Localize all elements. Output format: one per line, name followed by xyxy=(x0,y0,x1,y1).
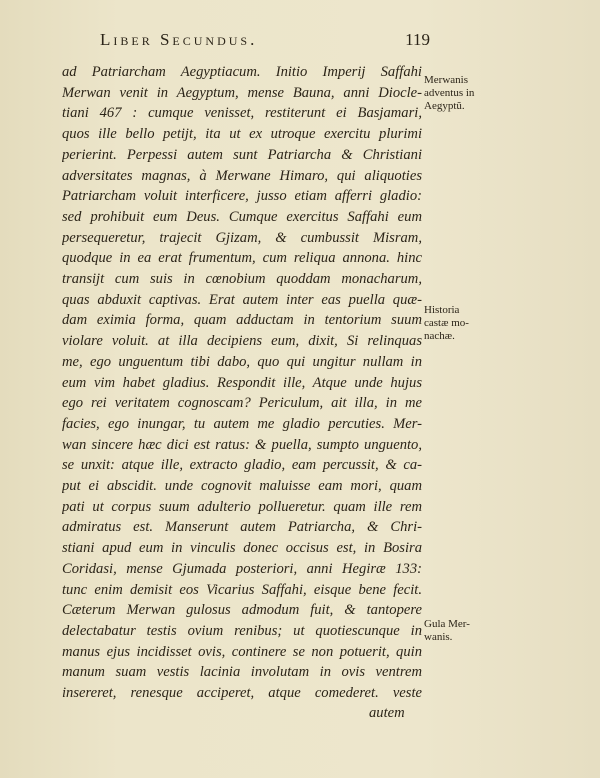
text-line: manum suam vestis lacinia involutam in ovis ventrem xyxy=(62,664,422,681)
text-line: perierint. Perpessi autem sunt Patriarcha & Christiani xyxy=(62,146,422,163)
text-line: adversitates magnas, à Merwane Himaro, qui aliquoties xyxy=(62,167,422,184)
text-line: sed prohibuit eum Deus. Cumque exercitus Saffahi eum xyxy=(62,208,422,225)
text-line: Merwan venit in Aegyptum, mense Bauna, anni Diocle- xyxy=(62,84,422,101)
catchword: autem xyxy=(369,705,405,721)
marginal-note-line: adventus in xyxy=(424,87,475,99)
marginal-note-merwan-arrival xyxy=(424,74,516,113)
marginal-note-line: Gula Mer- xyxy=(424,618,470,630)
text-line: admiratus est. Manserunt autem Patriarcha, & Chri- xyxy=(62,519,422,536)
text-line: quodque in ea erat frumentum, cum reliqua annona. hinc xyxy=(62,250,422,267)
text-line: me, ego unguentum tibi dabo, quo qui ungitur nullam in xyxy=(62,353,422,370)
text-line: wan sincere hæc dici est ratus: & puella, sumpto unguento, xyxy=(62,436,422,453)
text-line: pati ut corpus suum adulterio pollueretur. quam ille rem xyxy=(62,498,422,515)
text-line: insereret, renesque acciperet, atque comederet. veste xyxy=(62,685,422,702)
text-line: persequeretur, trajecit Gjizam, & cumbussit Misram, xyxy=(62,229,422,246)
text-line: quas abduxit captivas. Erat autem inter eas puella quæ- xyxy=(62,291,422,308)
text-line: ad Patriarcham Aegyptiacum. Initio Imperij Saffahi xyxy=(62,64,422,80)
text-line: dam eximia forma, quam adductam in tentorium suum xyxy=(62,312,422,329)
marginal-note-gluttony xyxy=(424,618,516,644)
marginal-note-line: Aegyptũ. xyxy=(424,100,465,112)
marginal-note-chaste-nun xyxy=(424,304,516,343)
running-head: Liber Secundus. xyxy=(100,30,258,49)
body-text xyxy=(62,62,422,704)
text-line: put ei abscidit. unde cognovit maluisse eam mori, quam xyxy=(62,478,422,495)
text-line: tunc enim demisit eos Vicarius Saffahi, eisque bene fecit. xyxy=(62,581,422,598)
text-line: violare voluit. at illa decipiens eum, dixit, Si relinquas xyxy=(62,333,422,350)
marginal-note-line: castæ mo- xyxy=(424,317,469,329)
text-line: ego rei veritatem cognoscam? Periculum, ait illa, in me xyxy=(62,395,422,412)
marginal-note-line: wanis. xyxy=(424,631,453,643)
marginal-note-line: Merwanis xyxy=(424,74,468,86)
text-line: Coridasi, mense Gjumada posteriori, anni Hegiræ 133: xyxy=(62,560,422,577)
text-line: facies, ego inungar, tu autem me gladio percuties. Mer- xyxy=(62,415,422,432)
text-line: tiani 467 : cumque venisset, restiterunt ei Basjamari, xyxy=(62,105,422,122)
marginal-note-line: Historia xyxy=(424,304,460,316)
text-line: eum vim habet gladius. Respondit ille, Atque unde hujus xyxy=(62,374,422,391)
text-line: transijt cum suis in cœnobium quoddam monacharum, xyxy=(62,271,422,288)
text-line: se unxit: atque ille, extracto gladio, eam percussit, & ca- xyxy=(62,457,422,474)
page-header xyxy=(100,30,430,54)
marginal-note-line: nachæ. xyxy=(424,330,455,342)
text-line: stiani apud eum in vinculis donec occisus est, in Bosira xyxy=(62,540,422,557)
page-number: 119 xyxy=(405,30,430,49)
text-line: Cæterum Merwan gulosus admodum fuit, & tantopere xyxy=(62,602,422,619)
text-line: quos ille bello petijt, ita ut ex utroque exercitu plurimi xyxy=(62,126,422,143)
text-line: delectabatur testis ovium renibus; ut quotiescunque in xyxy=(62,622,422,639)
text-line: manus ejus incidisset ovis, continere se non potuerit, quin xyxy=(62,643,422,660)
text-line: Patriarcham voluit interficere, jusso etiam afferri gladio: xyxy=(62,188,422,205)
